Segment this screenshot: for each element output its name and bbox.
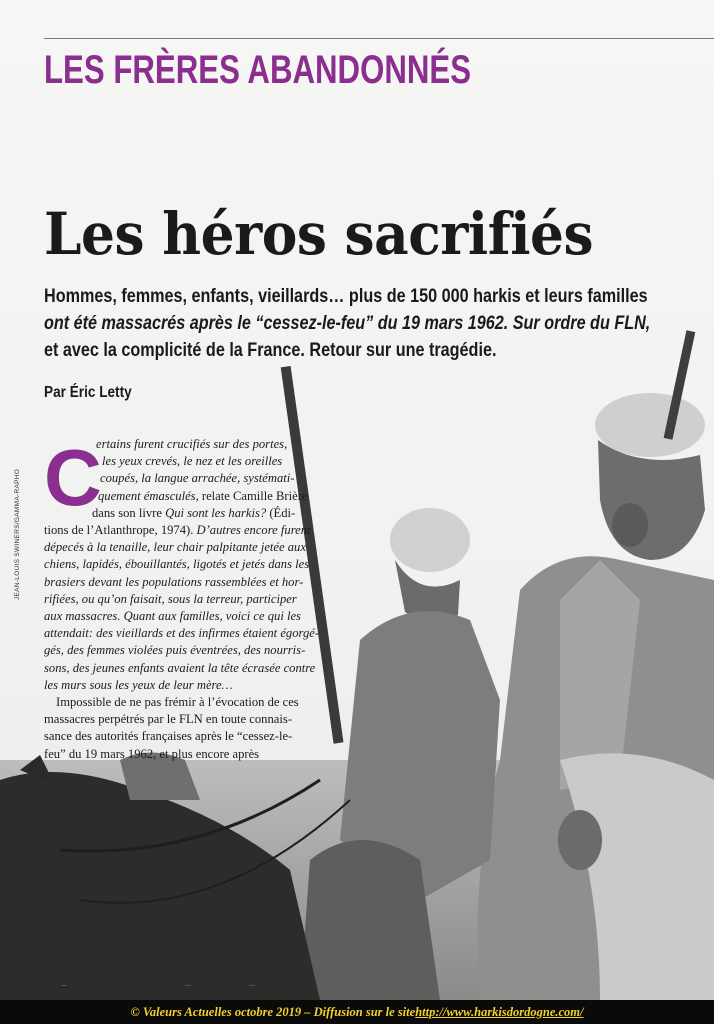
copyright-banner [0,1000,714,1024]
photo-credit: JEAN-LOUIS SWINERS/GAMMA-RAPHO [14,468,21,600]
byline: Par Éric Letty [44,384,132,401]
magazine-name: VALEURS ACTUELLES [72,980,180,991]
body-line: massacres perpétrés par le FLN en toute connais- [44,712,292,727]
body-line: quement émasculés, [98,488,199,503]
body-line: brasiers devant les populations rassemblées et hor- [44,574,304,589]
body-line: dans son livre [92,505,166,520]
article-title: Les héros sacrifiés [44,200,594,268]
body-line: chiens, lapidés, ébouillantés, ligotés et jetés dans les [44,557,310,572]
body-line: tions de l’Atlanthrope, 1974). [44,523,197,538]
deck-line: ont été massacrés après le “cessez-le-feu” du 19 mars 1962. Sur ordre du FLN, [44,312,651,334]
page-number: 76 [44,980,56,991]
deck-line: Hommes, femmes, enfants, vieillards… plus de 150 000 harkis et leurs familles [44,285,648,307]
deck-line: et avec la complicité de la France. Retour sur une tragédie. [44,339,497,361]
body-line: D’autres encore furent [196,523,311,538]
header-rule [44,38,714,39]
issue-type: Hors-série [196,980,243,991]
body-line: les yeux crevés, le nez et les oreilles [102,454,283,469]
body-line: ertains furent crucifiés sur des portes, [96,437,288,451]
issue-number: Numéro 21 [260,980,310,991]
body-line: Impossible de ne pas frémir à l’évocation de ces [56,695,299,710]
body-line: (Édi- [266,505,296,520]
body-line: coupés, la langue arrachée, systémati- [100,471,295,486]
folio: 76 – VALEURS ACTUELLES – Hors-série – Numéro 21 [44,980,310,991]
body-line: gés, des femmes violées puis éventrées, des nourris- [44,643,306,658]
body-line: sance des autorités françaises après le “cessez-le- [44,729,293,744]
book-title: Qui sont les harkis? [165,505,267,520]
source-link[interactable]: http://www.harkisdordogne.com/ [415,1004,584,1019]
body-line: les murs sous les yeux de leur mère… [44,677,233,692]
body-line: feu” du 19 mars 1962, et plus encore après [44,746,260,761]
body-line: rifiées, ou qu’on faisait, sous la terreur, participer [44,591,297,606]
drop-cap: C [44,433,102,522]
body-line: sons, des jeunes enfants avaient la tête écrasée contre [44,660,316,675]
body-text [44,433,320,763]
body-line: dépecés à la tenaille, leur chair palpitante jetée aux [44,540,306,555]
body-line: attendait: des vieillards et des infirmes étaient égorgé- [44,626,320,641]
copyright-text: © Valeurs Actuelles octobre 2019 – Diffusion sur le site [130,1004,416,1019]
body-line: relate Camille Brière [198,488,308,503]
body-line: aux massacres. Quant aux familles, voici ce qui les [44,609,301,624]
section-rubric: LES FRÈRES ABANDONNÉS [44,48,472,92]
article-deck [44,283,675,364]
